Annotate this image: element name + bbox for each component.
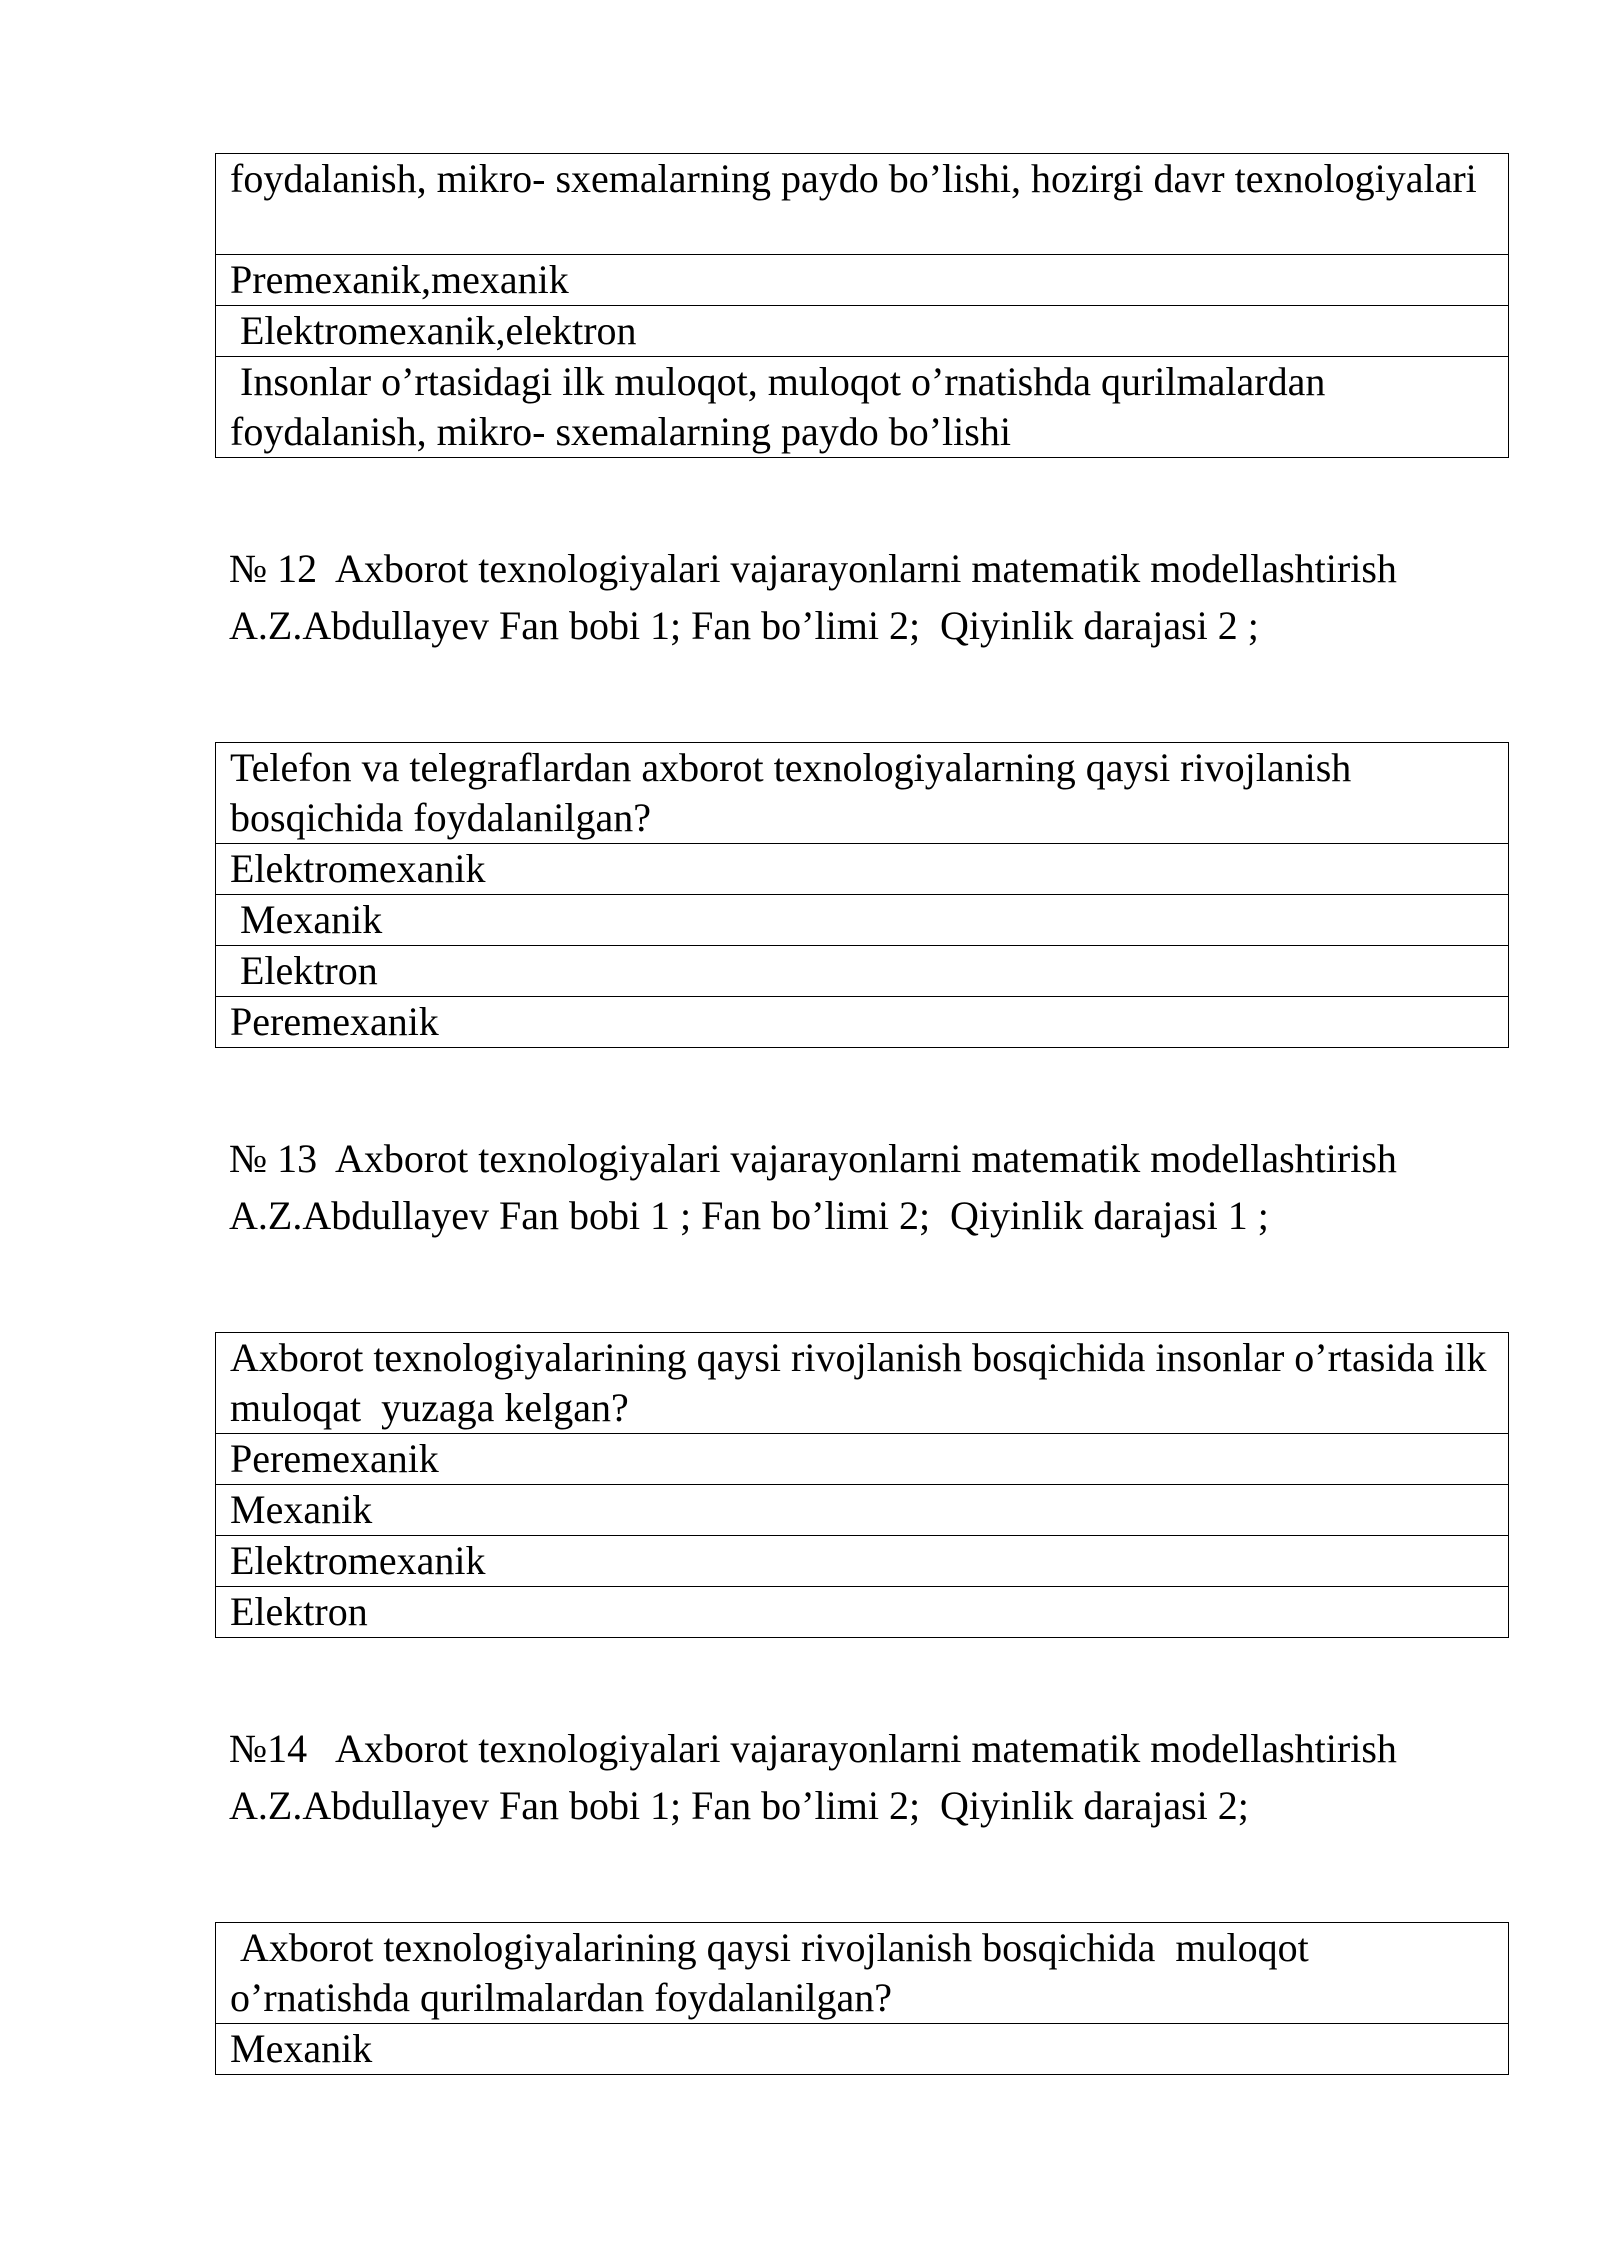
option-row: [216, 1536, 1509, 1587]
answer-table-continued: [215, 153, 1509, 458]
option-text: Mexanik: [216, 2024, 1509, 2075]
option-row: [216, 895, 1509, 946]
question-text: Axborot texnologiyalarining qaysi rivojlanish bosqichida muloqot o’rnatishda qurilmalardan foydalanilgan?: [216, 1923, 1509, 2024]
question-header: № 12 Axborot texnologiyalari vajarayonlarni matematik modellashtirish A.Z.Abdullayev Fan bobi 1; Fan bo’limi 2; Qiyinlik darajasi 2 ;: [229, 546, 1405, 648]
question-header: № 13 Axborot texnologiyalari vajarayonlarni matematik modellashtirish A.Z.Abdullayev Fan bobi 1 ; Fan bo’limi 2; Qiyinlik darajasi 1 ;: [229, 1136, 1405, 1238]
option-row: [216, 2024, 1509, 2075]
table-row: [216, 357, 1509, 458]
question-table: [215, 1922, 1509, 2075]
question-row: [216, 743, 1509, 844]
table-cell: Premexanik,mexanik: [216, 255, 1509, 306]
option-row: [216, 1587, 1509, 1638]
question-row: [216, 1333, 1509, 1434]
option-text: Peremexanik: [216, 997, 1509, 1048]
question-table: [215, 1332, 1509, 1638]
option-text: Mexanik: [216, 895, 1509, 946]
question-text: Telefon va telegraflardan axborot texnologiyalarning qaysi rivojlanish bosqichida foydalanilgan?: [216, 743, 1509, 844]
option-row: [216, 844, 1509, 895]
option-text: Elektron: [216, 1587, 1509, 1638]
option-row: [216, 997, 1509, 1048]
question-table: [215, 742, 1509, 1048]
table-cell: foydalanish, mikro- sxemalarning paydo bo’lishi, hozirgi davr texnologiyalari: [216, 154, 1509, 255]
table-row: [216, 154, 1509, 255]
option-text: Peremexanik: [216, 1434, 1509, 1485]
option-row: [216, 946, 1509, 997]
option-row: [216, 1434, 1509, 1485]
option-row: [216, 1485, 1509, 1536]
table-cell: Insonlar o’rtasidagi ilk muloqot, muloqot o’rnatishda qurilmalardan foydalanish, mikro- sxemalarning paydo bo’lishi: [216, 357, 1509, 458]
option-text: Mexanik: [216, 1485, 1509, 1536]
question-header: №14 Axborot texnologiyalari vajarayonlarni matematik modellashtirish A.Z.Abdullayev Fan bobi 1; Fan bo’limi 2; Qiyinlik darajasi 2;: [229, 1726, 1405, 1828]
question-text: Axborot texnologiyalarining qaysi rivojlanish bosqichida insonlar o’rtasida ilk muloqat yuzaga kelgan?: [216, 1333, 1509, 1434]
option-text: Elektromexanik: [216, 1536, 1509, 1587]
question-row: [216, 1923, 1509, 2024]
table-cell: Elektromexanik,elektron: [216, 306, 1509, 357]
table-row: [216, 306, 1509, 357]
option-text: Elektromexanik: [216, 844, 1509, 895]
table-row: [216, 255, 1509, 306]
option-text: Elektron: [216, 946, 1509, 997]
